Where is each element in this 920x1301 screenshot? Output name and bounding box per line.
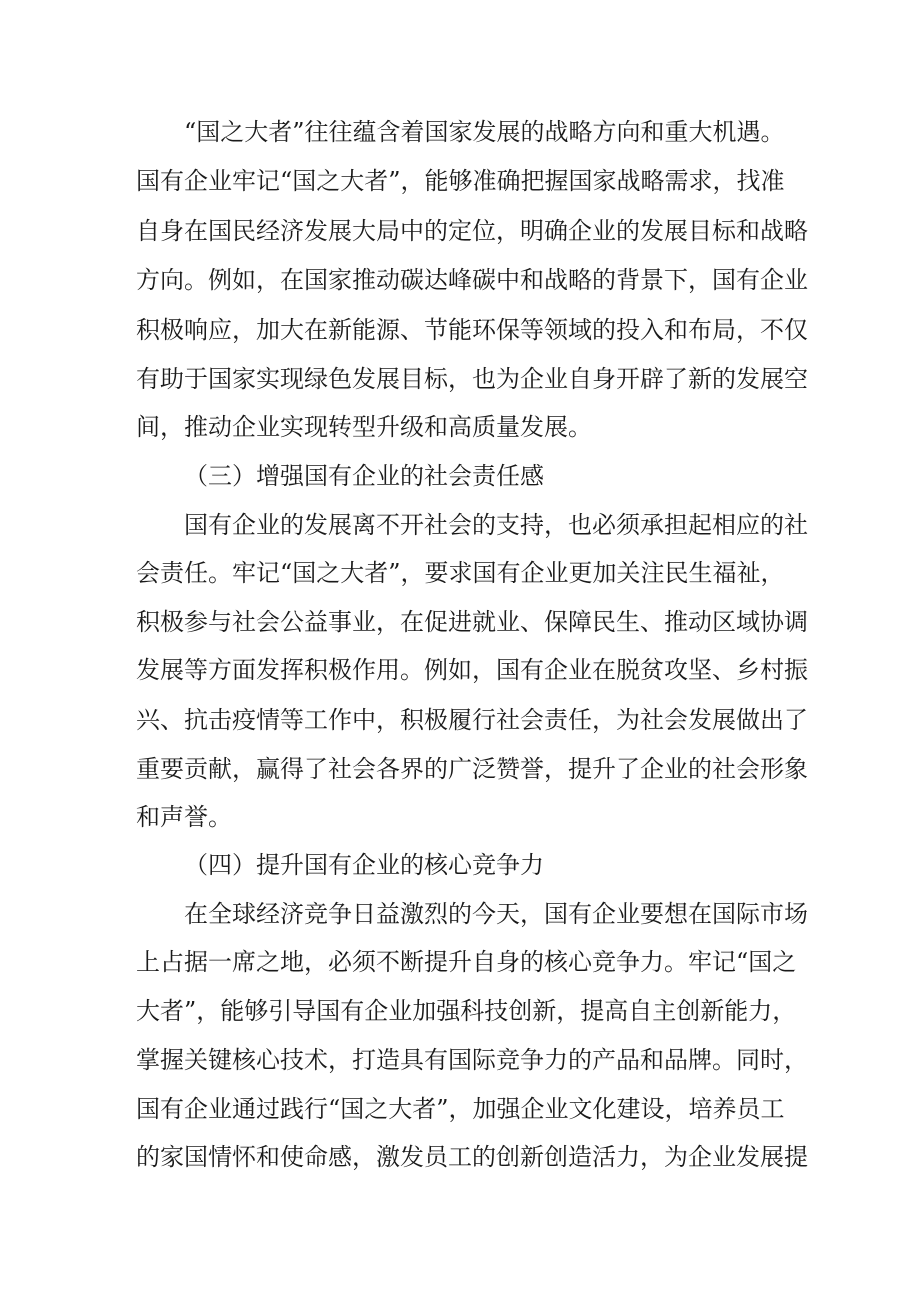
paragraph-line: 上占据一席之地，必须不断提升自身的核心竞争力。牢记“国之 [136,948,797,976]
section-heading-4: （四）提升国有企业的核心竞争力 [184,851,544,879]
paragraph-line: 国有企业通过践行“国之大者”，加强企业文化建设，培养员工 [136,1095,785,1123]
paragraph-line: 国有企业牢记“国之大者”，能够准确把握国家战略需求，找准 [136,167,785,195]
paragraph-line: 发展等方面发挥积极作用。例如，国有企业在脱贫攻坚、乡村振 [136,656,808,684]
paragraph-line: 积极响应，加大在新能源、节能环保等领域的投入和布局，不仅 [136,316,808,344]
paragraph-line: 的家国情怀和使命感，激发员工的创新创造活力，为企业发展提 [136,1143,808,1171]
paragraph-line: 在全球经济竞争日益激烈的今天，国有企业要想在国际市场 [184,900,808,928]
paragraph-line: 大者”，能够引导国有企业加强科技创新，提高自主创新能力， [136,997,797,1025]
paragraph-line: 和声誉。 [136,803,232,831]
paragraph-line: 方向。例如，在国家推动碳达峰碳中和战略的背景下，国有企业 [136,266,808,294]
paragraph-line: 国有企业的发展离不开社会的支持，也必须承担起相应的社 [184,511,808,539]
paragraph-line: 间，推动企业实现转型升级和高质量发展。 [136,413,592,441]
paragraph-line: 会责任。牢记“国之大者”，要求国有企业更加关注民生福祉， [136,559,785,587]
paragraph-line: 兴、抗击疫情等工作中，积极履行社会责任，为社会发展做出了 [136,706,808,734]
paragraph-line: 有助于国家实现绿色发展目标，也为企业自身开辟了新的发展空 [136,365,808,393]
paragraph-line: 积极参与社会公益事业，在促进就业、保障民生、推动区域协调 [136,608,808,636]
paragraph-line: “国之大者”往往蕴含着国家发展的战略方向和重大机遇。 [184,118,785,146]
paragraph-line: 自身在国民经济发展大局中的定位，明确企业的发展目标和战略 [136,217,808,245]
section-heading-3: （三）增强国有企业的社会责任感 [184,462,544,490]
paragraph-line: 重要贡献，赢得了社会各界的广泛赞誉，提升了企业的社会形象 [136,755,808,783]
paragraph-line: 掌握关键核心技术，打造具有国际竞争力的产品和品牌。同时， [136,1046,808,1074]
